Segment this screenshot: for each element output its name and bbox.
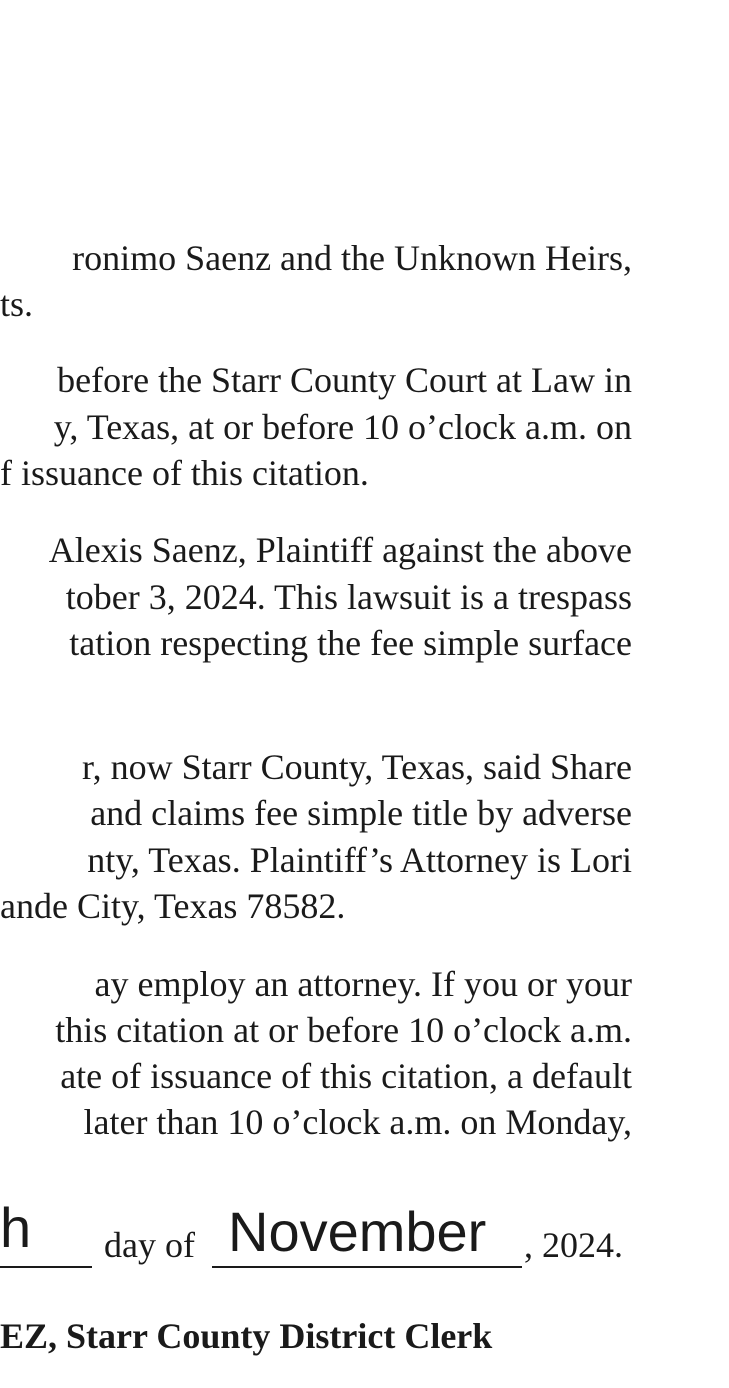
paragraph-4-line-3: nty, Texas. Plaintiff’s Attorney is Lori [87, 840, 632, 880]
paragraph-4-line-4: ande City, Texas 78582. [0, 886, 346, 926]
paragraph-4-line-1: r, now Starr County, Texas, said Share [82, 747, 632, 787]
paragraph-5-line-3: ate of issuance of this citation, a default [60, 1056, 632, 1096]
paragraph-3-line-3: tation respecting the fee simple surface [69, 623, 632, 663]
month-underline [212, 1266, 522, 1268]
paragraph-1-line-1: ronimo Saenz and the Unknown Heirs, [72, 238, 632, 278]
paragraph-4-line-2: and claims fee simple title by adverse [90, 793, 632, 833]
paragraph-2-line-3: f issuance of this citation. [0, 453, 369, 493]
paragraph-3-line-2: tober 3, 2024. This lawsuit is a trespass [65, 577, 632, 617]
paragraph-5-line-4: later than 10 o’clock a.m. on Monday, [83, 1102, 632, 1142]
paragraph-1-line-2: ts. [0, 284, 34, 324]
clerk-signature-line: EZ, Starr County District Clerk [0, 1316, 493, 1356]
paragraph-2-line-2: y, Texas, at or before 10 o’clock a.m. on [53, 407, 632, 447]
day-of-text: day of [104, 1225, 195, 1265]
day-underline [0, 1266, 92, 1268]
day-fill: h [0, 1196, 32, 1259]
date-line [0, 1198, 729, 1278]
month-fill: November [228, 1200, 487, 1263]
paragraph-5-line-1: ay employ an attorney. If you or your [94, 964, 632, 1004]
year-text: , 2024. [524, 1225, 623, 1265]
paragraph-2-line-1: before the Starr County Court at Law in [57, 360, 632, 400]
paragraph-5-line-2: this citation at or before 10 o’clock a.m. [55, 1010, 632, 1050]
paragraph-3-line-1: Alexis Saenz, Plaintiff against the above [48, 530, 632, 570]
